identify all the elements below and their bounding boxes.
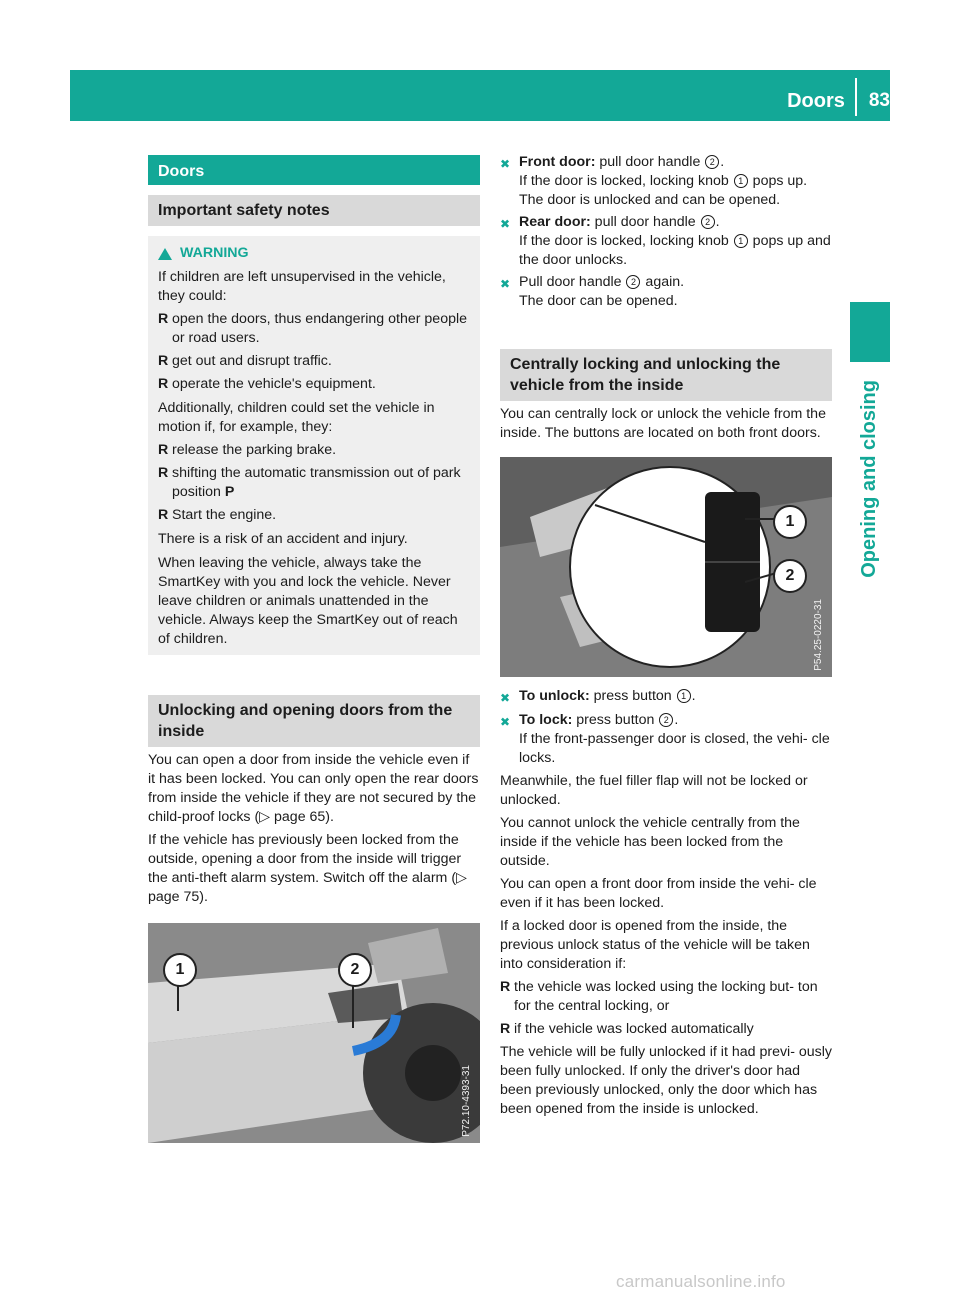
unlock-heading: Unlocking and opening doors from the inside <box>148 695 480 747</box>
lock-buttons-photo <box>500 457 832 677</box>
circled-1-icon: 1 <box>734 174 748 188</box>
header-section-title: Doors <box>787 89 845 112</box>
list-item: R release the parking brake. <box>158 442 337 458</box>
unlock-paragraph-2: If the vehicle has previously been locked from the outside, opening a door from the inside will trigger the anti-theft alarm system. Switch off the alarm (▷ page 75). <box>148 832 467 905</box>
list-item: R operate the vehicle's equipment. <box>158 376 376 392</box>
doors-heading: Doors <box>148 155 480 185</box>
step-rear-door: ✖ Rear door: pull door handle 2 . If the door is locked, locking knob 1 pops up and the door unlocks. <box>500 214 831 268</box>
step-front-door: ✖ Front door: pull door handle 2 . If the door is locked, locking knob 1 pops up. The door is unlocked and can be opened. <box>500 154 808 208</box>
photo-callout-1: 1 <box>773 505 807 539</box>
cannot-unlock-paragraph: You cannot unlock the vehicle centrally from the inside if the vehicle has been locked from the outside. <box>500 815 800 869</box>
warning-label: WARNING <box>180 245 249 261</box>
circled-1-icon: 1 <box>734 234 748 248</box>
door-handle-photo <box>148 923 480 1143</box>
list-item: R if the vehicle was locked automatically <box>500 1021 754 1037</box>
list-item: R get out and disrupt traffic. <box>158 353 332 369</box>
circled-2-icon: 2 <box>659 713 673 727</box>
circled-1-icon: 1 <box>677 689 691 703</box>
circled-2-icon: 2 <box>626 275 640 289</box>
warning-risk: There is a risk of an accident and injury. <box>158 531 408 547</box>
front-door-paragraph: You can open a front door from inside the vehi- cle even if it has been locked. <box>500 876 817 911</box>
left-column <box>148 150 480 1143</box>
locked-door-paragraph: If a locked door is opened from the inside, the previous unlock status of the vehicle will be taken into consideration if: <box>500 918 810 972</box>
fuel-paragraph: Meanwhile, the fuel filler flap will not be locked or unlocked. <box>500 773 808 808</box>
step-unlock: ✖ To unlock: press button 1 . <box>500 688 696 705</box>
central-paragraph: You can centrally lock or unlock the vehicle from the inside. The buttons are located on both front doors. <box>500 406 826 441</box>
photo-code: P72.10-4393-31 <box>461 1065 472 1137</box>
header-bar <box>70 70 890 121</box>
photo-code: P54.25-0220-31 <box>813 599 824 671</box>
page-header <box>787 90 890 112</box>
central-locking-heading: Centrally locking and unlocking the vehicle from the inside <box>500 349 832 401</box>
door-interior-illustration <box>148 923 480 1143</box>
step-pull-again: ✖ Pull door handle 2 again. The door can be opened. <box>500 274 685 309</box>
step-lock: ✖ To lock: press button 2 . If the front-passenger door is closed, the vehi- cle locks. <box>500 712 830 766</box>
photo-callout-2: 2 <box>773 559 807 593</box>
list-item: R open the doors, thus endangering other people or road users. <box>158 311 468 346</box>
circled-2-icon: 2 <box>701 215 715 229</box>
warning-title <box>158 244 470 263</box>
fully-unlocked-paragraph: The vehicle will be fully unlocked if it had previ- ously been fully unlocked. If only the driver's door had been previously unlocked, only the door which has been opened from the inside is unlocked. <box>500 1044 832 1117</box>
warning-triangle-icon <box>158 248 172 260</box>
chapter-tab <box>850 302 890 362</box>
right-column <box>500 150 832 1119</box>
photo-callout-2: 2 <box>338 953 372 987</box>
warning-intro: If children are left unsupervised in the vehicle, they could: <box>158 269 446 304</box>
unlock-paragraph-1: You can open a door from inside the vehicle even if it has been locked. You can only open the rear doors from inside the vehicle if they are not secured by the child-proof locks (▷ page 65). <box>148 752 479 825</box>
footer-watermark: carmanualsonline.info <box>616 1272 786 1291</box>
warning-middle: Additionally, children could set the vehicle in motion if, for example, they: <box>158 400 435 435</box>
safety-heading: Important safety notes <box>148 195 480 226</box>
list-item: R Start the engine. <box>158 507 277 523</box>
page-number: 83 <box>868 90 890 111</box>
photo-callout-1: 1 <box>163 953 197 987</box>
list-item: R shifting the automatic transmission out of park position P <box>158 465 461 500</box>
warning-closing: When leaving the vehicle, always take the SmartKey with you and lock the vehicle. Never leave children or animals unattended in the vehicle. Always keep the SmartKey out of reach of children. <box>158 555 458 647</box>
circled-2-icon: 2 <box>705 155 719 169</box>
chapter-label: Opening and closing <box>858 380 880 578</box>
list-item: R the vehicle was locked using the locking but- ton for the central locking, or <box>500 979 818 1014</box>
warning-box <box>148 236 480 655</box>
